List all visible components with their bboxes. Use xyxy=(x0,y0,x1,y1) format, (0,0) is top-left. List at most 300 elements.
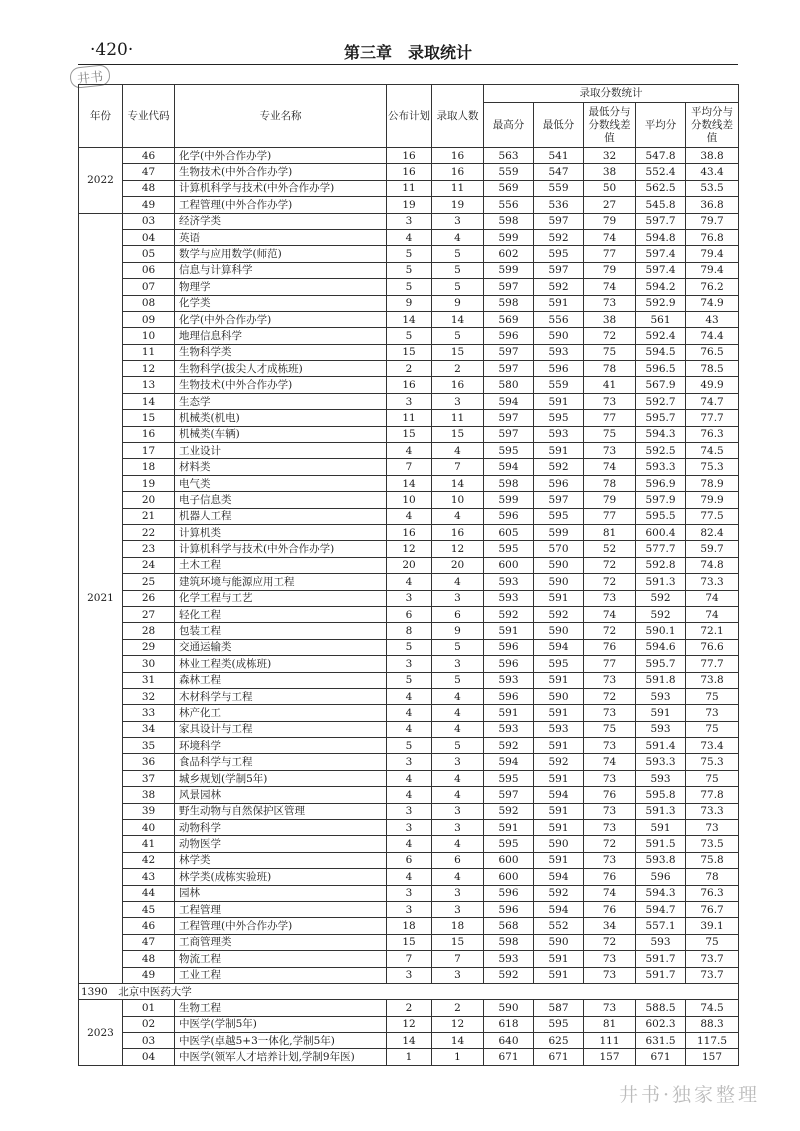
table-row xyxy=(79,639,739,655)
cell-min-diff: 72 xyxy=(584,623,636,639)
table-row xyxy=(79,951,739,967)
cell-min: 593 xyxy=(534,721,584,737)
cell-admitted: 3 xyxy=(432,656,484,672)
cell-min: 597 xyxy=(534,492,584,508)
cell-plan: 19 xyxy=(387,197,432,213)
cell-admitted: 15 xyxy=(432,344,484,360)
cell-name: 机器人工程 xyxy=(175,508,387,524)
cell-avg-diff: 76.5 xyxy=(686,344,739,360)
cell-plan: 16 xyxy=(387,164,432,180)
cell-admitted: 4 xyxy=(432,229,484,245)
cell-plan: 4 xyxy=(387,443,432,459)
cell-plan: 15 xyxy=(387,426,432,442)
cell-admitted: 4 xyxy=(432,443,484,459)
cell-max: 600 xyxy=(484,852,534,868)
cell-min-diff: 75 xyxy=(584,721,636,737)
cell-name: 工业工程 xyxy=(175,967,387,983)
table-row xyxy=(79,770,739,786)
cell-name: 园林 xyxy=(175,885,387,901)
cell-avg-diff: 74.5 xyxy=(686,1000,739,1016)
cell-name: 机械类(机电) xyxy=(175,410,387,426)
col-min: 最低分 xyxy=(534,103,584,148)
cell-code: 02 xyxy=(123,1016,175,1032)
col-code: 专业代码 xyxy=(123,85,175,148)
cell-plan: 2 xyxy=(387,361,432,377)
cell-admitted: 5 xyxy=(432,262,484,278)
cell-code: 04 xyxy=(123,229,175,245)
cell-name: 林学类(成栋实验班) xyxy=(175,869,387,885)
cell-min: 594 xyxy=(534,639,584,655)
cell-avg-diff: 73.3 xyxy=(686,803,739,819)
cell-min: 591 xyxy=(534,393,584,409)
cell-avg: 595.7 xyxy=(636,410,686,426)
cell-avg-diff: 73 xyxy=(686,705,739,721)
cell-min: 591 xyxy=(534,770,584,786)
cell-admitted: 2 xyxy=(432,361,484,377)
cell-code: 46 xyxy=(123,148,175,164)
cell-code: 11 xyxy=(123,344,175,360)
cell-avg: 591 xyxy=(636,820,686,836)
cell-avg: 594.3 xyxy=(636,426,686,442)
table-body xyxy=(79,148,739,1066)
cell-plan: 16 xyxy=(387,524,432,540)
cell-avg: 591.7 xyxy=(636,967,686,983)
cell-admitted: 4 xyxy=(432,721,484,737)
cell-plan: 3 xyxy=(387,967,432,983)
table-row xyxy=(79,901,739,917)
cell-code: 49 xyxy=(123,197,175,213)
table-row xyxy=(79,443,739,459)
cell-admitted: 14 xyxy=(432,475,484,491)
cell-plan: 12 xyxy=(387,1016,432,1032)
cell-min: 595 xyxy=(534,508,584,524)
cell-admitted: 19 xyxy=(432,197,484,213)
cell-name: 动物科学 xyxy=(175,820,387,836)
cell-code: 01 xyxy=(123,1000,175,1016)
cell-code: 48 xyxy=(123,951,175,967)
cell-code: 09 xyxy=(123,311,175,327)
cell-admitted: 9 xyxy=(432,623,484,639)
cell-code: 05 xyxy=(123,246,175,262)
table-row xyxy=(79,738,739,754)
table-row xyxy=(79,508,739,524)
cell-min: 587 xyxy=(534,1000,584,1016)
cell-plan: 5 xyxy=(387,246,432,262)
cell-max: 580 xyxy=(484,377,534,393)
cell-avg: 597.4 xyxy=(636,262,686,278)
cell-max: 593 xyxy=(484,590,534,606)
cell-max: 596 xyxy=(484,639,534,655)
cell-code: 08 xyxy=(123,295,175,311)
table-row xyxy=(79,459,739,475)
cell-min-diff: 50 xyxy=(584,180,636,196)
table-row xyxy=(79,967,739,983)
cell-name: 林业工程类(成栋班) xyxy=(175,656,387,672)
cell-plan: 3 xyxy=(387,590,432,606)
year-cell: 2022 xyxy=(79,148,123,214)
cell-min: 591 xyxy=(534,443,584,459)
cell-min: 595 xyxy=(534,246,584,262)
cell-name: 地理信息科学 xyxy=(175,328,387,344)
cell-max: 592 xyxy=(484,606,534,622)
cell-name: 化学(中外合作办学) xyxy=(175,311,387,327)
cell-min-diff: 38 xyxy=(584,311,636,327)
cell-avg-diff: 79.9 xyxy=(686,492,739,508)
cell-min-diff: 79 xyxy=(584,492,636,508)
cell-admitted: 15 xyxy=(432,426,484,442)
footer-watermark: 井书·独家整理 xyxy=(618,1084,760,1106)
cell-avg: 593.8 xyxy=(636,852,686,868)
cell-min-diff: 72 xyxy=(584,557,636,573)
cell-min-diff: 73 xyxy=(584,951,636,967)
cell-min: 595 xyxy=(534,410,584,426)
cell-max: 593 xyxy=(484,721,534,737)
cell-name: 英语 xyxy=(175,229,387,245)
cell-code: 29 xyxy=(123,639,175,655)
cell-avg-diff: 79.4 xyxy=(686,246,739,262)
cell-max: 596 xyxy=(484,656,534,672)
cell-min-diff: 78 xyxy=(584,475,636,491)
cell-avg-diff: 75.3 xyxy=(686,754,739,770)
cell-min-diff: 74 xyxy=(584,885,636,901)
cell-code: 34 xyxy=(123,721,175,737)
cell-min-diff: 81 xyxy=(584,524,636,540)
cell-code: 42 xyxy=(123,852,175,868)
cell-min-diff: 111 xyxy=(584,1033,636,1049)
cell-plan: 5 xyxy=(387,738,432,754)
cell-admitted: 3 xyxy=(432,901,484,917)
table-row xyxy=(79,705,739,721)
cell-avg: 547.8 xyxy=(636,148,686,164)
cell-name: 中医学(卓越5+3一体化,学制5年) xyxy=(175,1033,387,1049)
cell-min: 591 xyxy=(534,803,584,819)
cell-avg: 597.9 xyxy=(636,492,686,508)
cell-plan: 14 xyxy=(387,1033,432,1049)
cell-min: 599 xyxy=(534,524,584,540)
cell-avg-diff: 53.5 xyxy=(686,180,739,196)
cell-avg: 596.5 xyxy=(636,361,686,377)
table-row xyxy=(79,246,739,262)
cell-min-diff: 78 xyxy=(584,361,636,377)
cell-name: 工商管理类 xyxy=(175,934,387,950)
cell-min-diff: 34 xyxy=(584,918,636,934)
cell-admitted: 3 xyxy=(432,213,484,229)
cell-code: 12 xyxy=(123,361,175,377)
cell-admitted: 4 xyxy=(432,705,484,721)
cell-min-diff: 79 xyxy=(584,213,636,229)
cell-max: 600 xyxy=(484,869,534,885)
cell-min-diff: 74 xyxy=(584,279,636,295)
cell-avg: 593 xyxy=(636,934,686,950)
table-row xyxy=(79,164,739,180)
cell-min: 595 xyxy=(534,1016,584,1032)
cell-max: 594 xyxy=(484,393,534,409)
cell-avg: 593 xyxy=(636,770,686,786)
cell-plan: 4 xyxy=(387,229,432,245)
cell-avg-diff: 74.8 xyxy=(686,557,739,573)
cell-max: 593 xyxy=(484,672,534,688)
cell-name: 生物工程 xyxy=(175,1000,387,1016)
cell-avg-diff: 76.8 xyxy=(686,229,739,245)
cell-avg-diff: 74.5 xyxy=(686,443,739,459)
cell-max: 591 xyxy=(484,820,534,836)
cell-avg: 591.8 xyxy=(636,672,686,688)
cell-plan: 18 xyxy=(387,918,432,934)
cell-max: 563 xyxy=(484,148,534,164)
cell-max: 597 xyxy=(484,787,534,803)
cell-name: 家具设计与工程 xyxy=(175,721,387,737)
cell-name: 电子信息类 xyxy=(175,492,387,508)
cell-avg-diff: 88.3 xyxy=(686,1016,739,1032)
cell-avg: 561 xyxy=(636,311,686,327)
cell-admitted: 10 xyxy=(432,492,484,508)
cell-avg-diff: 75 xyxy=(686,770,739,786)
cell-max: 600 xyxy=(484,557,534,573)
cell-min-diff: 72 xyxy=(584,328,636,344)
cell-code: 49 xyxy=(123,967,175,983)
cell-min: 591 xyxy=(534,672,584,688)
cell-avg: 593.3 xyxy=(636,754,686,770)
cell-min: 591 xyxy=(534,590,584,606)
year-cell: 2021 xyxy=(79,213,123,983)
cell-avg: 593 xyxy=(636,721,686,737)
cell-avg: 595.5 xyxy=(636,508,686,524)
cell-plan: 3 xyxy=(387,885,432,901)
cell-avg: 600.4 xyxy=(636,524,686,540)
cell-avg: 592.7 xyxy=(636,393,686,409)
cell-admitted: 12 xyxy=(432,1016,484,1032)
cell-name: 工程管理(中外合作办学) xyxy=(175,918,387,934)
table-row xyxy=(79,606,739,622)
cell-avg-diff: 43.4 xyxy=(686,164,739,180)
table-row xyxy=(79,279,739,295)
cell-max: 595 xyxy=(484,443,534,459)
table-row xyxy=(79,361,739,377)
cell-min-diff: 73 xyxy=(584,820,636,836)
table-row xyxy=(79,492,739,508)
cell-avg: 594.2 xyxy=(636,279,686,295)
cell-min-diff: 76 xyxy=(584,901,636,917)
cell-min: 541 xyxy=(534,148,584,164)
cell-max: 594 xyxy=(484,754,534,770)
cell-code: 26 xyxy=(123,590,175,606)
cell-max: 595 xyxy=(484,541,534,557)
cell-max: 559 xyxy=(484,164,534,180)
table-row xyxy=(79,656,739,672)
cell-avg: 591.7 xyxy=(636,951,686,967)
table-row xyxy=(79,869,739,885)
cell-name: 轻化工程 xyxy=(175,606,387,622)
col-avg-diff: 平均分与分数线差值 xyxy=(686,103,739,148)
cell-name: 经济学类 xyxy=(175,213,387,229)
cell-admitted: 16 xyxy=(432,377,484,393)
cell-avg-diff: 77.5 xyxy=(686,508,739,524)
cell-min: 590 xyxy=(534,574,584,590)
cell-avg: 545.8 xyxy=(636,197,686,213)
cell-max: 590 xyxy=(484,1000,534,1016)
cell-plan: 16 xyxy=(387,377,432,393)
cell-avg-diff: 78.5 xyxy=(686,361,739,377)
cell-code: 16 xyxy=(123,426,175,442)
cell-admitted: 3 xyxy=(432,885,484,901)
cell-code: 27 xyxy=(123,606,175,622)
cell-max: 569 xyxy=(484,311,534,327)
cell-avg-diff: 74.4 xyxy=(686,328,739,344)
cell-name: 化学工程与工艺 xyxy=(175,590,387,606)
cell-plan: 4 xyxy=(387,705,432,721)
table-row xyxy=(79,787,739,803)
admission-table-wrapper xyxy=(78,84,738,1066)
cell-max: 595 xyxy=(484,836,534,852)
cell-min: 592 xyxy=(534,279,584,295)
cell-admitted: 4 xyxy=(432,770,484,786)
cell-name: 工程管理(中外合作办学) xyxy=(175,197,387,213)
cell-avg-diff: 75 xyxy=(686,688,739,704)
cell-code: 45 xyxy=(123,901,175,917)
table-row xyxy=(79,623,739,639)
cell-name: 食品科学与工程 xyxy=(175,754,387,770)
cell-name: 森林工程 xyxy=(175,672,387,688)
cell-code: 18 xyxy=(123,459,175,475)
cell-admitted: 4 xyxy=(432,688,484,704)
cell-max: 597 xyxy=(484,410,534,426)
cell-code: 15 xyxy=(123,410,175,426)
page-header xyxy=(78,34,738,65)
cell-admitted: 4 xyxy=(432,869,484,885)
cell-plan: 4 xyxy=(387,787,432,803)
cell-avg: 591.5 xyxy=(636,836,686,852)
cell-avg-diff: 77.7 xyxy=(686,656,739,672)
cell-max: 605 xyxy=(484,524,534,540)
cell-admitted: 5 xyxy=(432,246,484,262)
cell-plan: 3 xyxy=(387,393,432,409)
cell-plan: 15 xyxy=(387,934,432,950)
cell-plan: 14 xyxy=(387,475,432,491)
cell-max: 596 xyxy=(484,885,534,901)
cell-code: 48 xyxy=(123,180,175,196)
cell-admitted: 18 xyxy=(432,918,484,934)
table-row xyxy=(79,836,739,852)
table-row xyxy=(79,180,739,196)
cell-admitted: 4 xyxy=(432,508,484,524)
cell-min: 591 xyxy=(534,951,584,967)
cell-avg-diff: 36.8 xyxy=(686,197,739,213)
cell-min-diff: 76 xyxy=(584,787,636,803)
cell-avg-diff: 73 xyxy=(686,820,739,836)
cell-max: 598 xyxy=(484,934,534,950)
cell-avg: 567.9 xyxy=(636,377,686,393)
cell-plan: 3 xyxy=(387,213,432,229)
cell-min: 597 xyxy=(534,213,584,229)
cell-min-diff: 73 xyxy=(584,705,636,721)
cell-max: 596 xyxy=(484,508,534,524)
table-row xyxy=(79,262,739,278)
cell-code: 30 xyxy=(123,656,175,672)
cell-name: 生物技术(中外合作办学) xyxy=(175,164,387,180)
cell-name: 林学类 xyxy=(175,852,387,868)
cell-code: 22 xyxy=(123,524,175,540)
cell-min-diff: 77 xyxy=(584,410,636,426)
table-row xyxy=(79,410,739,426)
cell-max: 556 xyxy=(484,197,534,213)
cell-avg: 592.9 xyxy=(636,295,686,311)
cell-max: 597 xyxy=(484,279,534,295)
cell-admitted: 3 xyxy=(432,803,484,819)
cell-min-diff: 32 xyxy=(584,148,636,164)
cell-avg: 591.3 xyxy=(636,803,686,819)
cell-plan: 3 xyxy=(387,803,432,819)
cell-name: 中医学(领军人才培养计划,学制9年医) xyxy=(175,1049,387,1065)
cell-avg: 596 xyxy=(636,869,686,885)
cell-code: 47 xyxy=(123,164,175,180)
cell-min-diff: 76 xyxy=(584,639,636,655)
table-row xyxy=(79,803,739,819)
cell-min-diff: 73 xyxy=(584,443,636,459)
cell-admitted: 9 xyxy=(432,295,484,311)
cell-name: 计算机科学与技术(中外合作办学) xyxy=(175,180,387,196)
cell-avg: 557.1 xyxy=(636,918,686,934)
table-row xyxy=(79,377,739,393)
cell-avg-diff: 39.1 xyxy=(686,918,739,934)
cell-plan: 4 xyxy=(387,721,432,737)
cell-code: 23 xyxy=(123,541,175,557)
cell-avg: 593 xyxy=(636,688,686,704)
table-row xyxy=(79,524,739,540)
cell-max: 596 xyxy=(484,688,534,704)
cell-code: 36 xyxy=(123,754,175,770)
cell-admitted: 16 xyxy=(432,164,484,180)
cell-max: 592 xyxy=(484,967,534,983)
cell-max: 593 xyxy=(484,951,534,967)
cell-plan: 3 xyxy=(387,754,432,770)
cell-max: 597 xyxy=(484,426,534,442)
cell-plan: 4 xyxy=(387,688,432,704)
cell-min: 671 xyxy=(534,1049,584,1065)
cell-admitted: 5 xyxy=(432,279,484,295)
cell-name: 野生动物与自然保护区管理 xyxy=(175,803,387,819)
cell-code: 07 xyxy=(123,279,175,295)
cell-min: 592 xyxy=(534,754,584,770)
cell-max: 595 xyxy=(484,770,534,786)
cell-avg: 597.4 xyxy=(636,246,686,262)
cell-admitted: 5 xyxy=(432,328,484,344)
cell-avg-diff: 76.2 xyxy=(686,279,739,295)
table-row xyxy=(79,426,739,442)
table-row xyxy=(79,311,739,327)
cell-min-diff: 73 xyxy=(584,852,636,868)
cell-code: 14 xyxy=(123,393,175,409)
cell-avg: 590.1 xyxy=(636,623,686,639)
cell-min-diff: 27 xyxy=(584,197,636,213)
cell-min: 590 xyxy=(534,557,584,573)
chapter-title: 第三章 录取统计 xyxy=(343,43,472,62)
cell-avg-diff: 73.7 xyxy=(686,951,739,967)
cell-min-diff: 74 xyxy=(584,606,636,622)
cell-admitted: 5 xyxy=(432,672,484,688)
cell-code: 46 xyxy=(123,918,175,934)
cell-min-diff: 73 xyxy=(584,590,636,606)
cell-code: 41 xyxy=(123,836,175,852)
cell-plan: 6 xyxy=(387,852,432,868)
cell-plan: 11 xyxy=(387,180,432,196)
year-cell: 2023 xyxy=(79,1000,123,1066)
table-row xyxy=(79,393,739,409)
col-min-diff: 最低分与分数线差值 xyxy=(584,103,636,148)
section-title: 1390 北京中医药大学 xyxy=(79,983,739,999)
cell-avg: 631.5 xyxy=(636,1033,686,1049)
cell-admitted: 14 xyxy=(432,1033,484,1049)
cell-avg-diff: 77.7 xyxy=(686,410,739,426)
